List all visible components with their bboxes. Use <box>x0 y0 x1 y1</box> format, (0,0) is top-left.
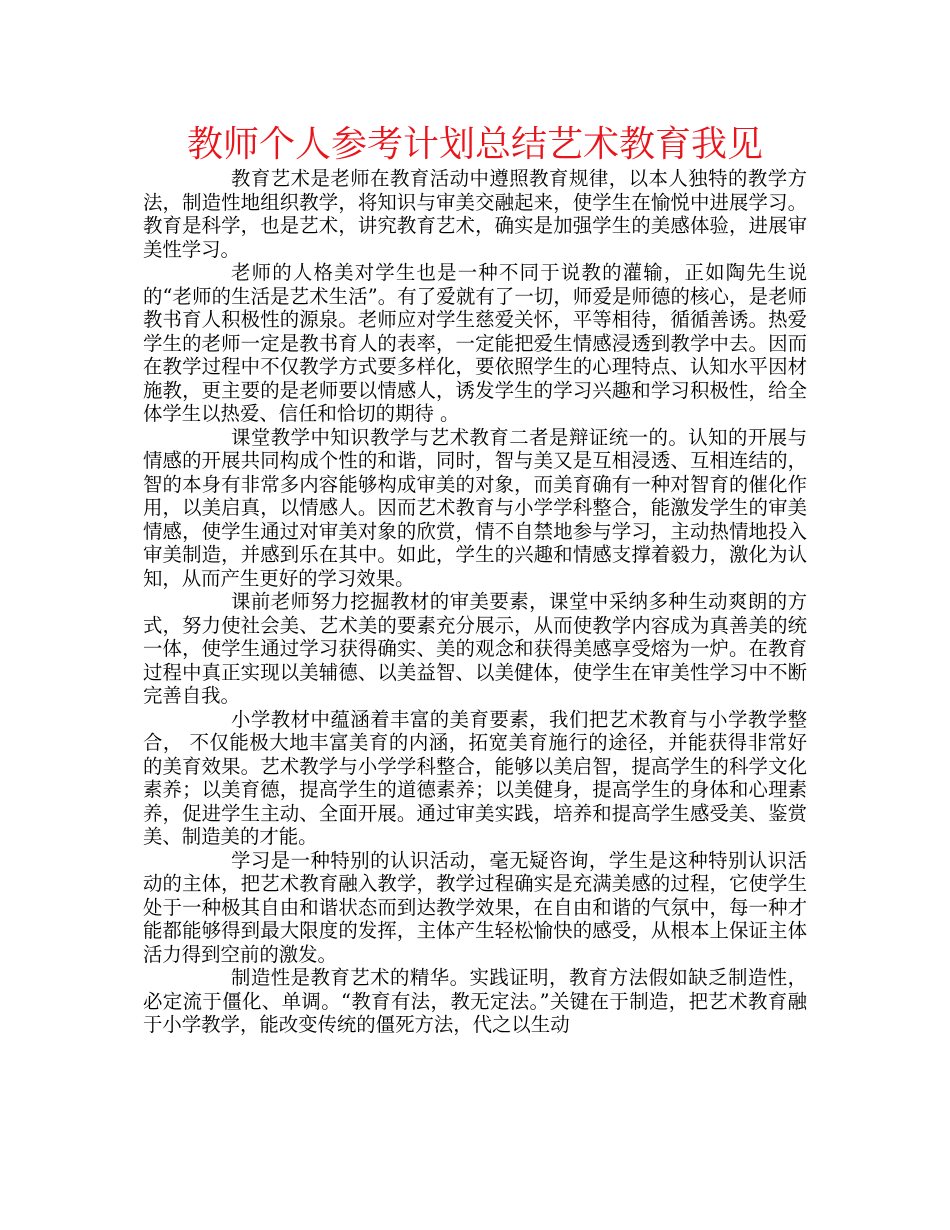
paragraph-3: 课堂教学中知识教学与艺术教育二者是辩证统一的。认知的开展与情感的开展共同构成个性的和谐，同时，智与美又是互相浸透、互相连结的，智的本身有非常多内容能够构成审美的对象，而美育确有一种对智育的催化作用，以美启真，以情感人。因而艺术教育与小学学科整合，能激发学生的审美情感，使学生通过对审美对象的欣赏，情不自禁地参与学习，主动热情地投入审美制造，并感到乐在其中。如此，学生的兴趣和情感支撑着毅力，激化为认知，从而产生更好的学习效果。 <box>143 425 807 590</box>
paragraph-5: 小学教材中蕴涵着丰富的美育要素，我们把艺术教育与小学教学整合， 不仅能极大地丰富美育的内涵，拓宽美育施行的途径，并能获得非常好的美育效果。艺术教学与小学学科整合，能够以美启智，提高学生的科学文化素养；以美育德，提高学生的道德素养；以美健身，提高学生的身体和心理素养，促进学生主动、全面开展。通过审美实践，培养和提高学生感受美、鉴赏美、制造美的才能。 <box>143 707 807 848</box>
paragraph-7: 制造性是教育艺术的精华。实践证明，教育方法假如缺乏制造性，必定流于僵化、单调。“教育有法，教无定法。”关键在于制造，把艺术教育融于小学教学，能改变传统的僵死方法，代之以生动 <box>143 966 807 1036</box>
paragraph-1: 教育艺术是老师在教育活动中遵照教育规律，以本人独特的教学方法，制造性地组织教学，将知识与审美交融起来，使学生在愉悦中进展学习。教育是科学，也是艺术，讲究教育艺术，确实是加强学生的美感体验，进展审美性学习。 <box>143 167 807 261</box>
document-body <box>143 167 807 1037</box>
paragraph-4: 课前老师努力挖掘教材的审美要素，课堂中采纳多种生动爽朗的方式，努力使社会美、艺术美的要素充分展示，从而使教学内容成为真善美的统一体，使学生通过学习获得确实、美的观念和获得美感享受熔为一炉。在教育过程中真正实现以美辅德、以美益智、以美健体，使学生在审美性学习中不断完善自我。 <box>143 590 807 707</box>
paragraph-6: 学习是一种特别的认识活动，毫无疑咨询，学生是这种特别认识活动的主体，把艺术教育融入教学，教学过程确实是充满美感的过程，它使学生处于一种极其自由和谐状态而到达教学效果，在自由和谐的气氛中，每一种才能都能够得到最大限度的发挥，主体产生轻松愉快的感受，从根本上保证主体活力得到空前的激发。 <box>143 848 807 966</box>
paragraph-2: 老师的人格美对学生也是一种不同于说教的灌输，正如陶先生说的“老师的生活是艺术生活”。有了爱就有了一切，师爱是师德的核心，是老师教书育人积极性的源泉。老师应对学生慈爱关怀，平等相待，循循善诱。热爱学生的老师一定是教书育人的表率，一定能把爱生情感浸透到教学中去。因而在教学过程中不仅教学方式要多样化，要依照学生的心理特点、认知水平因材施教，更主要的是老师要以情感人，诱发学生的学习兴趣和学习积极性，给全体学生以热爱、信任和恰切的期待 。 <box>143 261 807 425</box>
document-title: 教师个人参考计划总结艺术教育我见 <box>186 124 763 165</box>
